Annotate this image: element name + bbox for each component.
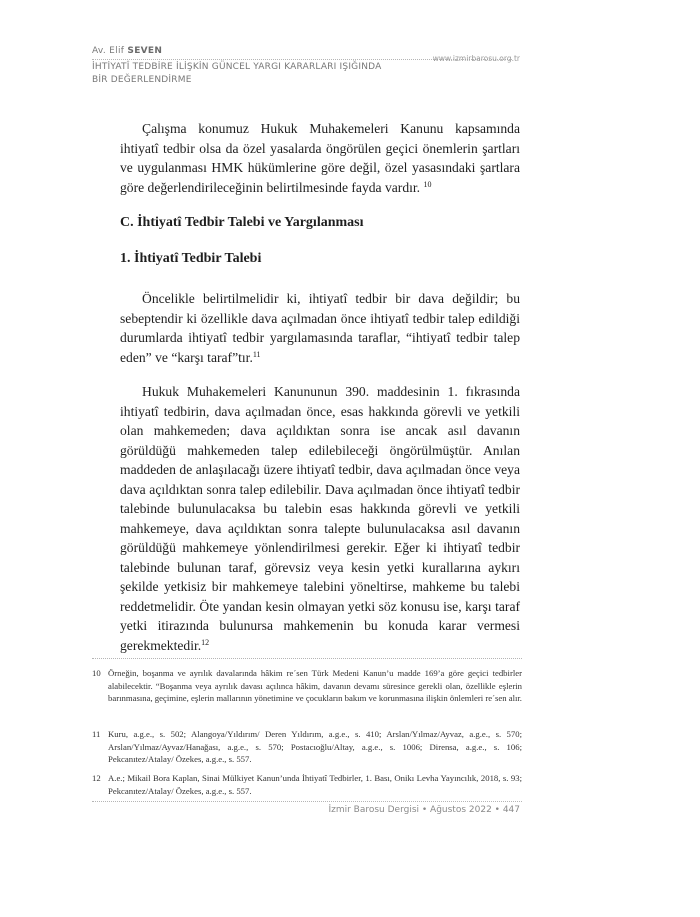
paragraph-3: [120, 382, 520, 655]
running-header-author: [92, 46, 162, 56]
page-footer: İzmir Barosu Dergisi • Ağustos 2022 • 447: [328, 805, 520, 815]
header-title-line-1: İHTİYATÎ TEDBİRE İLİŞKİN GÜNCEL YARGI KARARLARI IŞIĞINDA: [92, 62, 382, 72]
footer-divider: [92, 801, 522, 802]
footnote-text: Kuru, a.g.e., s. 502; Alangoya/Yıldırım/ Deren Yıldırım, a.g.e., s. 410; Arslan/Yılmaz/Ayvaz, a.g.e., s. 570; Arslan/Yılmaz/Ayvaz/Hanağası, a.g.e., s. 570; Postacıoğlu/Altay, a.g.e., s. 1006; Dirensa, a.g.e., s. 106; Pekcanıtez/Atalay/ Özekes, a.g.e., s. 557.: [108, 729, 522, 764]
footnote-number: 12: [92, 773, 101, 783]
footnote-number: 10: [92, 668, 101, 678]
paragraph-1: [120, 119, 520, 197]
footnote-number: 11: [92, 729, 101, 739]
paragraph-2-text: Öncelikle belirtilmelidir ki, ihtiyatî tedbir bir dava değildir; bu sebeptendir ki özellikle dava açılmadan önce ihtiyatî tedbir talep edildiği durumlarda ihtiyatî tedbir yargılamasında taraflar, “ihtiyatî tedbir talep eden” ve “karşı taraf”tır.: [120, 291, 520, 365]
paragraph-1-text: Çalışma konumuz Hukuk Muhakemeleri Kanunu kapsamında ihtiyatî tedbir olsa da özel yasalarda öngörülen geçici önemlerin şartları ve uygulanması HMK hükümlerine göre değil, özel yasasındaki şartlara göre değerlendirileceğinin belirtilmesinde fayda vardır.: [120, 121, 520, 195]
footnote-10: [92, 667, 522, 705]
paragraph-3-text: Hukuk Muhakemeleri Kanununun 390. maddesinin 1. fıkrasında ihtiyatî tedbirin, dava açılmadan önce, esas hakkında görevli ve yetkili olan mahkemeden; dava açıldıktan sonra ise ancak asıl davanın görüldüğü mahkemeden talep edilebileceği öngörülmüştür. Anılan maddeden de anlaşılacağı üzere ihtiyatî tedbir, dava açılmadan önce veya dava açıldıktan sonra talep edilebilir. Dava açılmadan önce ihtiyatî tedbir talebinde bulunulacaksa bu talebin esas hakkında görevli ve yetkili mahkemeye, dava açıldıktan sonra talepte bulunulacaksa asıl davanın görüldüğü mahkemeye yönlendirilmesi gerekir. Eğer ki ihtiyatî tedbir talebinde bulunan taraf, görevsiz veya kesin yetki kurallarına aykırı şekilde yetkisiz bir mahkemeye talebini yöneltirse, mahkeme bu talebi reddetmelidir. Öte yandan kesin olmayan yetki söz konusu ise, karşı taraf yetki itirazında bulunursa mahkemenin bu konuda karar vermesi gerekmektedir.: [120, 384, 520, 653]
footnote-ref-11[interactable]: 11: [252, 349, 261, 359]
footnote-11: [92, 728, 522, 766]
running-header-title: [92, 61, 381, 87]
header-title-line-2: BİR DEĞERLENDİRME: [92, 75, 192, 85]
footnote-12: [92, 772, 522, 797]
subsection-heading: 1. İhtiyatî Tedbir Talebi: [120, 251, 262, 266]
footnote-ref-10[interactable]: 10: [423, 179, 432, 189]
section-heading: C. İhtiyatî Tedbir Talebi ve Yargılanması: [120, 215, 364, 230]
footnote-text: Örneğin, boşanma ve ayrılık davalarında hâkim re´sen Türk Medeni Kanun’u madde 169’a göre geçici tedbirler alabilecektir. “Boşanma veya ayrılık davası açılınca hâkim, davanın devamı süresince gerekli olan, özellikle eşlerin barınmasına, geçimine, eşlerin mallarının yönetimine ve çocukların bakım ve korunmasına ilişkin önlemleri re´sen alır.: [108, 668, 522, 703]
footnote-text: A.e.; Mikail Bora Kaplan, Sinai Mülkiyet Kanun’unda İhtiyatî Tedbirler, 1. Bası, Onikı Levha Yayıncılık, 2018, s. 93; Pekcanıtez/Atalay/ Özekes, a.g.e., s. 557.: [108, 773, 522, 796]
author-surname: SEVEN: [127, 46, 163, 56]
footnote-divider: [92, 658, 522, 659]
paragraph-2: [120, 289, 520, 367]
author-prefix: Av. Elif: [92, 46, 125, 56]
footnote-ref-12[interactable]: 12: [201, 637, 210, 647]
header-site-url: www.izmirbarosu.org.tr: [432, 54, 520, 63]
